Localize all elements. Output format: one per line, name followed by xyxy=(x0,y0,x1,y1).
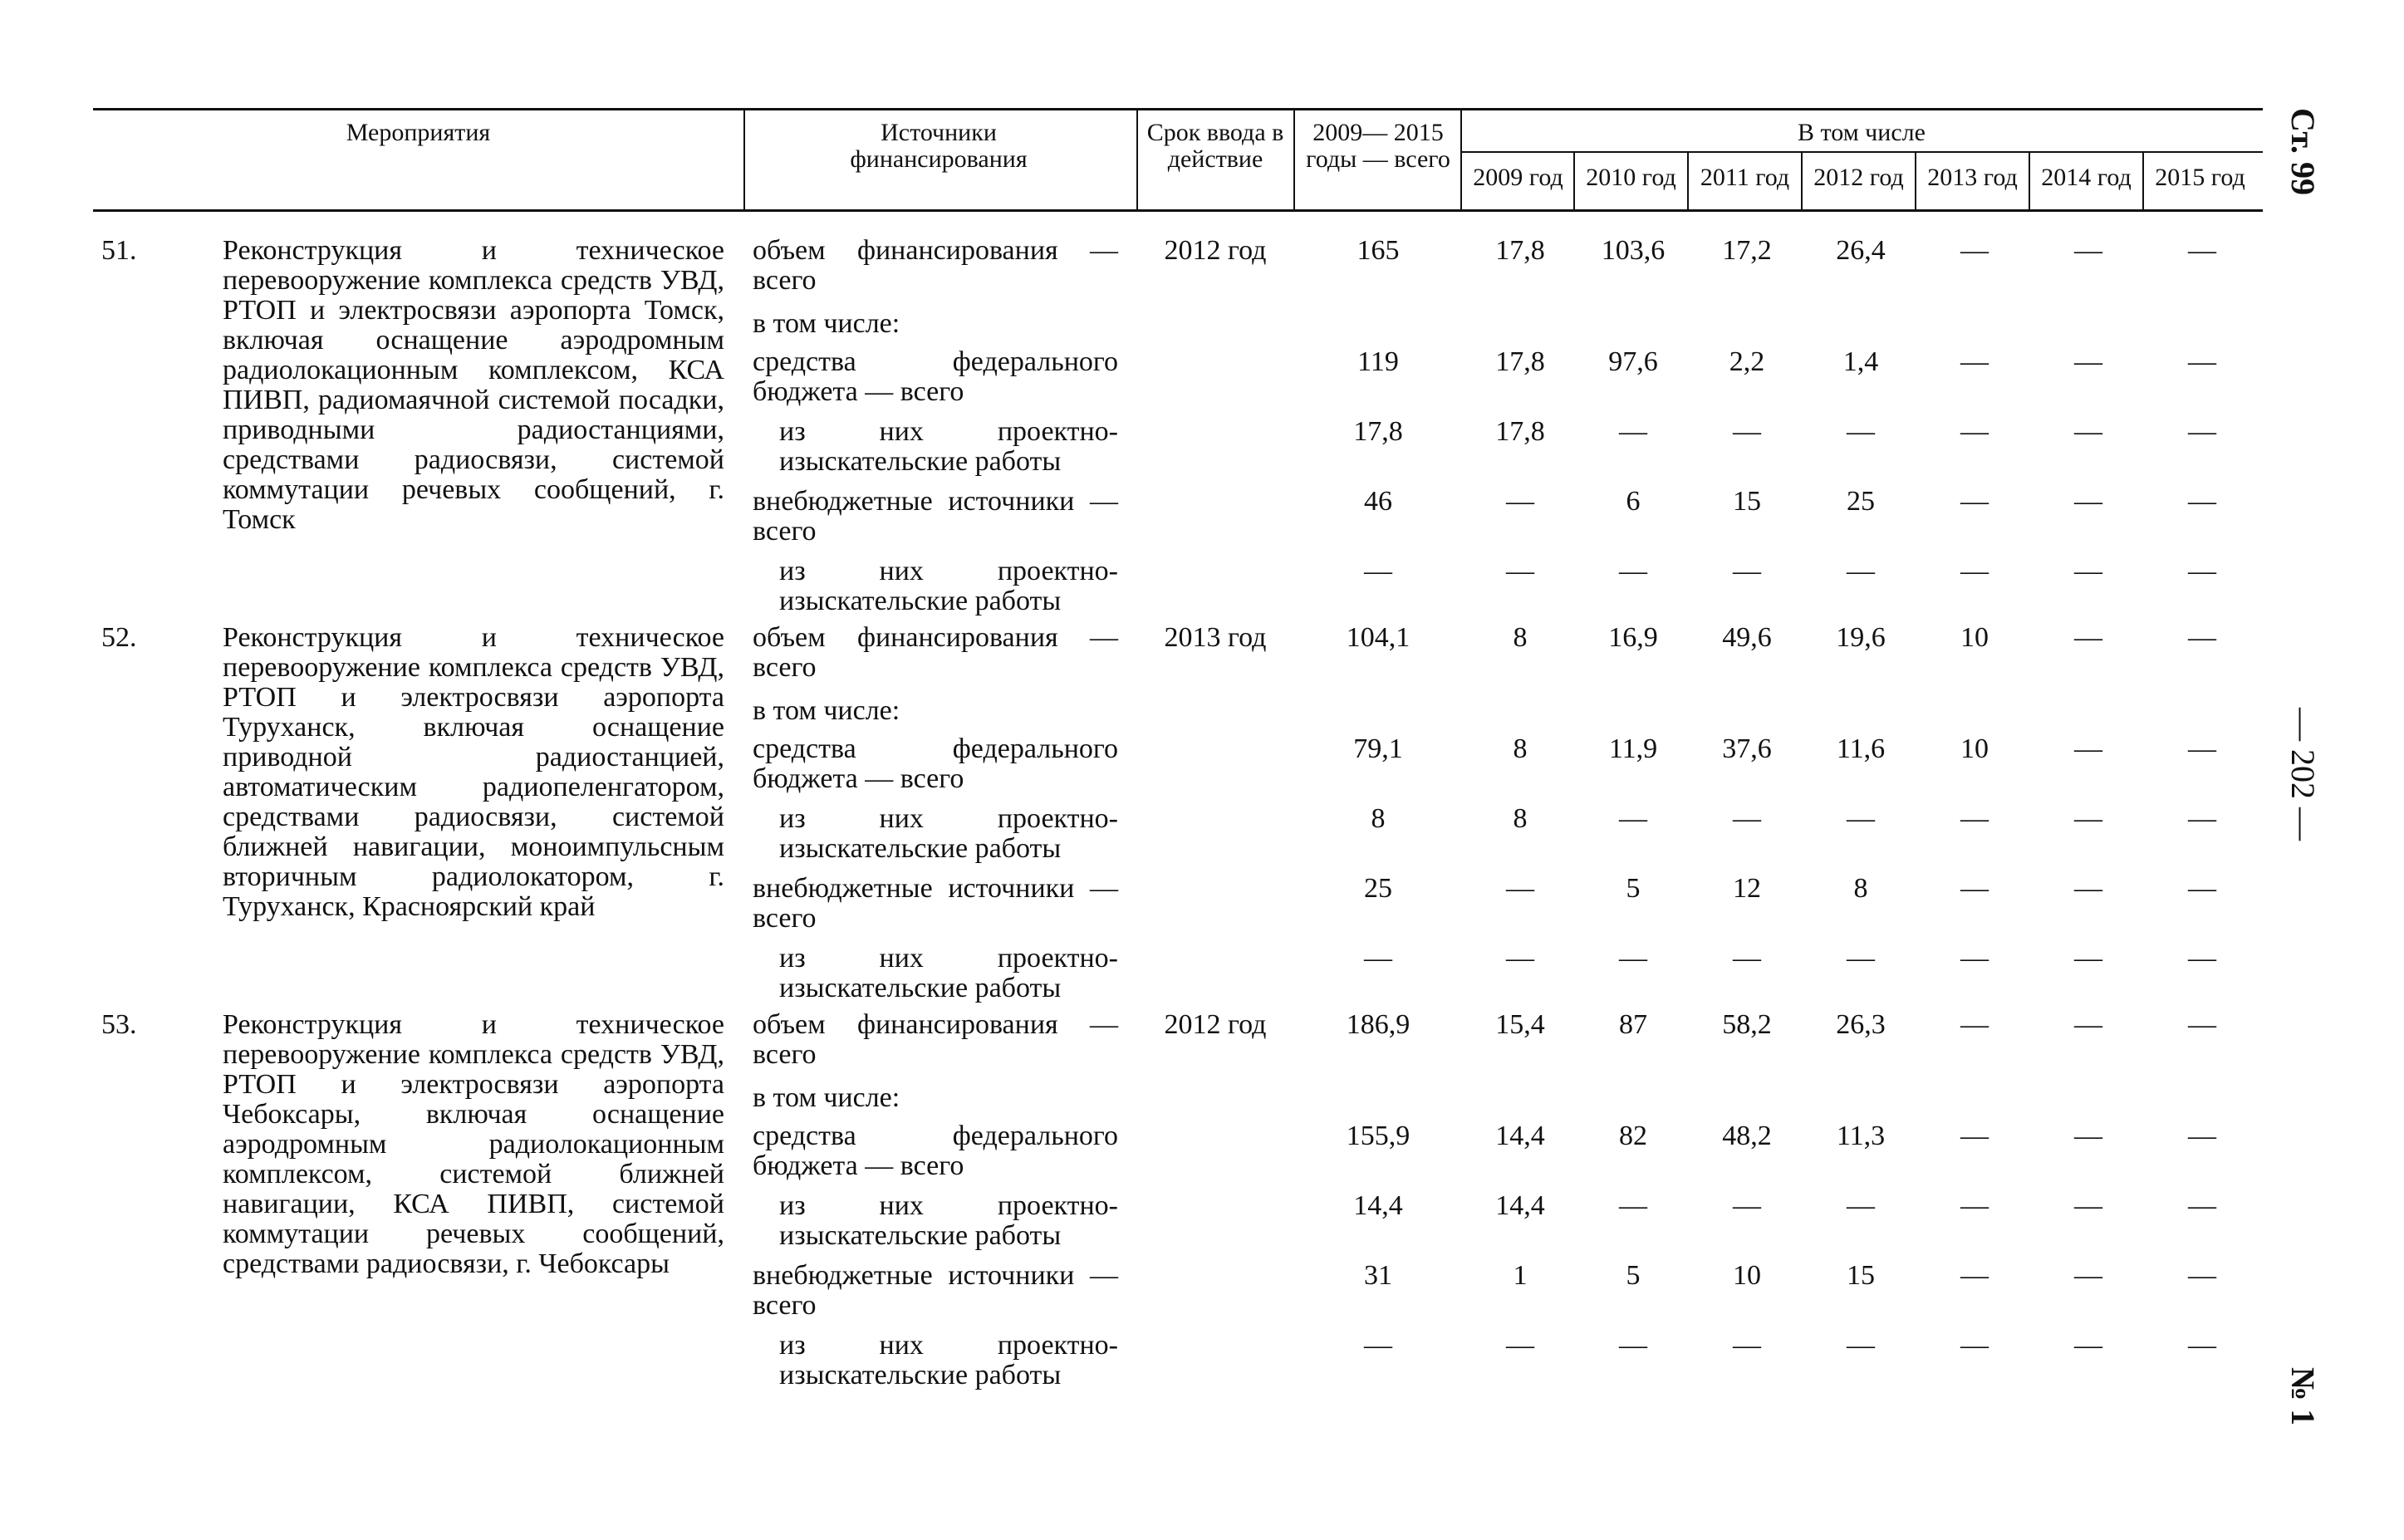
total-value: 14,4 xyxy=(1353,1190,1403,1221)
year-value: — xyxy=(1847,1330,1875,1361)
year-value: — xyxy=(2074,622,2102,653)
year-value: — xyxy=(1619,803,1647,834)
total-value: — xyxy=(1364,556,1392,586)
funding-source: в том числе: xyxy=(753,1082,900,1113)
year-value: 15,4 xyxy=(1495,1009,1545,1040)
year-value: 10 xyxy=(1960,733,1989,764)
year-value: 14,4 xyxy=(1495,1121,1545,1151)
year-value: — xyxy=(2188,1121,2216,1151)
year-value: 6 xyxy=(1626,486,1641,517)
year-value: 12 xyxy=(1733,873,1761,904)
year-value: — xyxy=(1847,803,1875,834)
funding-source: объем финансирования — всего xyxy=(753,1009,1118,1070)
header-year: 2013 год xyxy=(1927,164,2018,191)
year-value: — xyxy=(1960,1330,1989,1361)
year-value: — xyxy=(1960,486,1989,517)
year-value: — xyxy=(2074,943,2102,974)
header-year: 2011 год xyxy=(1700,164,1790,191)
total-value: 31 xyxy=(1364,1260,1392,1291)
header-year: 2014 год xyxy=(2041,164,2132,191)
year-value: — xyxy=(1506,556,1534,586)
year-value: — xyxy=(2188,622,2216,653)
funding-source: средства федерального бюджета — всего xyxy=(753,346,1118,407)
year-value: — xyxy=(2188,1190,2216,1221)
header-divider xyxy=(743,110,745,211)
year-value: 8 xyxy=(1513,733,1528,764)
year-value: — xyxy=(1960,1190,1989,1221)
year-value: 26,3 xyxy=(1836,1009,1886,1040)
year-value: — xyxy=(2074,1330,2102,1361)
row-number: 52. xyxy=(101,622,137,653)
margin-page-number: — 202 — xyxy=(2284,708,2322,841)
year-value: — xyxy=(1960,416,1989,447)
total-value: 79,1 xyxy=(1353,733,1403,764)
year-value: 11,6 xyxy=(1836,733,1886,764)
year-value: — xyxy=(1960,1260,1989,1291)
header-term: Срок ввода в действие xyxy=(1146,119,1284,173)
funding-source: в том числе: xyxy=(753,695,900,726)
header-year: 2012 год xyxy=(1813,164,1904,191)
year-value: 16,9 xyxy=(1608,622,1658,653)
year-value: — xyxy=(2074,873,2102,904)
total-value: 8 xyxy=(1371,803,1386,834)
year-value: — xyxy=(2188,416,2216,447)
commissioning-term: 2012 год xyxy=(1164,235,1267,266)
funding-source: в том числе: xyxy=(753,308,900,339)
year-value: — xyxy=(1847,943,1875,974)
year-value: 2,2 xyxy=(1729,346,1765,377)
table-top-rule xyxy=(93,108,2263,110)
year-value: 11,9 xyxy=(1608,733,1658,764)
total-value: 186,9 xyxy=(1346,1009,1411,1040)
funding-source: объем финансирования — всего xyxy=(753,235,1118,296)
year-value: — xyxy=(1960,943,1989,974)
year-value: — xyxy=(1619,1190,1647,1221)
total-value: 104,1 xyxy=(1346,622,1411,653)
year-value: — xyxy=(2074,803,2102,834)
year-value: — xyxy=(2074,1121,2102,1151)
year-value: — xyxy=(2188,803,2216,834)
year-value: — xyxy=(1619,1330,1647,1361)
year-value: 58,2 xyxy=(1722,1009,1772,1040)
header-total: 2009— 2015 годы — всего xyxy=(1306,119,1450,173)
year-value: — xyxy=(1960,803,1989,834)
year-value: — xyxy=(2074,1009,2102,1040)
year-value: — xyxy=(2074,1190,2102,1221)
year-value: — xyxy=(2074,416,2102,447)
commissioning-term: 2013 год xyxy=(1164,622,1267,653)
year-value: — xyxy=(1733,943,1761,974)
year-value: 5 xyxy=(1626,873,1641,904)
year-value: — xyxy=(1960,235,1989,266)
row-number: 53. xyxy=(101,1009,137,1040)
year-value: 14,4 xyxy=(1495,1190,1545,1221)
year-value: — xyxy=(1847,416,1875,447)
measure-description: Реконструкция и техническое перевооружение комплекса средств УВД, РТОП и электросвязи аэропорта Чебоксары, включая оснащение аэродромным радиолокационным комплексом, системой ближней навигации, КСА ПИВП, системой коммутации речевых сообщений, средствами радиосвязи, г. Чебоксары xyxy=(223,1009,724,1279)
total-value: — xyxy=(1364,943,1392,974)
year-value: — xyxy=(1847,556,1875,586)
funding-source: средства федерального бюджета — всего xyxy=(753,733,1118,794)
funding-source: из них проектно-изыскательские работы xyxy=(779,803,1118,864)
year-value: 19,6 xyxy=(1836,622,1886,653)
year-value: — xyxy=(1960,1121,1989,1151)
year-value: — xyxy=(2074,556,2102,586)
total-value: — xyxy=(1364,1330,1392,1361)
year-value: — xyxy=(1733,803,1761,834)
year-value: — xyxy=(2188,556,2216,586)
year-value: — xyxy=(2188,733,2216,764)
funding-source: из них проектно-изыскательские работы xyxy=(779,556,1118,616)
funding-source: внебюджетные источники — всего xyxy=(753,1260,1118,1321)
header-year: 2009 год xyxy=(1473,164,1563,191)
year-value: — xyxy=(1733,416,1761,447)
measure-description: Реконструкция и техническое перевооружение комплекса средств УВД, РТОП и электросвязи аэропорта Туруханск, включая оснащение приводной радиостанцией, автоматическим радиопеленгатором, средствами радиосвязи, системой ближней навигации, моноимпульсным вторичным радиолокатором, г. Туруханск, Красноярский край xyxy=(223,622,724,922)
year-value: — xyxy=(1506,486,1534,517)
measure-description: Реконструкция и техническое перевооружение комплекса средств УВД, РТОП и электросвязи аэропорта Томск, включая оснащение аэродромным радиолокационным комплексом, КСА ПИВП, радиомаячной системой посадки, приводными радиостанциями, средствами радиосвязи, системой коммутации речевых сообщений, г. Томск xyxy=(223,235,724,535)
year-value: — xyxy=(1506,1330,1534,1361)
year-value: — xyxy=(2188,1009,2216,1040)
year-value: 17,2 xyxy=(1722,235,1772,266)
year-value: 8 xyxy=(1853,873,1868,904)
header-sources: Источники финансирования xyxy=(850,119,1028,173)
year-value: 97,6 xyxy=(1608,346,1658,377)
year-value: 5 xyxy=(1626,1260,1641,1291)
year-value: 26,4 xyxy=(1836,235,1886,266)
year-value: — xyxy=(2074,733,2102,764)
year-value: 15 xyxy=(1847,1260,1875,1291)
funding-source: из них проектно-изыскательские работы xyxy=(779,1330,1118,1390)
margin-page-ref: Ст. 99 xyxy=(2284,108,2322,195)
header-year: 2015 год xyxy=(2155,164,2245,191)
commissioning-term: 2012 год xyxy=(1164,1009,1267,1040)
year-value: 17,8 xyxy=(1495,235,1545,266)
year-value: — xyxy=(1506,943,1534,974)
year-value: — xyxy=(1506,873,1534,904)
year-value: — xyxy=(2074,486,2102,517)
year-value: 49,6 xyxy=(1722,622,1772,653)
year-value: — xyxy=(1619,556,1647,586)
year-value: — xyxy=(1960,1009,1989,1040)
year-value: 87 xyxy=(1619,1009,1647,1040)
year-value: 17,8 xyxy=(1495,346,1545,377)
year-value: — xyxy=(2188,873,2216,904)
total-value: 17,8 xyxy=(1353,416,1403,447)
year-value: 10 xyxy=(1960,622,1989,653)
year-value: 8 xyxy=(1513,622,1528,653)
header-year: 2010 год xyxy=(1586,164,1676,191)
year-value: 17,8 xyxy=(1495,416,1545,447)
year-value: 82 xyxy=(1619,1121,1647,1151)
header-including: В том числе xyxy=(1798,119,1926,146)
year-value: — xyxy=(2188,486,2216,517)
funding-source: объем финансирования — всего xyxy=(753,622,1118,683)
year-value: — xyxy=(2188,235,2216,266)
header-measures: Мероприятия xyxy=(346,119,491,146)
year-value: — xyxy=(2188,1330,2216,1361)
year-value: 8 xyxy=(1513,803,1528,834)
row-number: 51. xyxy=(101,235,137,266)
funding-source: из них проектно-изыскательские работы xyxy=(779,416,1118,477)
year-value: 10 xyxy=(1733,1260,1761,1291)
year-value: — xyxy=(1619,943,1647,974)
funding-source: средства федерального бюджета — всего xyxy=(753,1121,1118,1181)
year-value: 15 xyxy=(1733,486,1761,517)
year-value: 25 xyxy=(1847,486,1875,517)
total-value: 25 xyxy=(1364,873,1392,904)
year-value: — xyxy=(1960,346,1989,377)
margin-issue-number: № 1 xyxy=(2284,1367,2322,1426)
year-value: — xyxy=(2074,235,2102,266)
year-value: — xyxy=(1733,556,1761,586)
funding-source: из них проектно-изыскательские работы xyxy=(779,943,1118,1003)
total-value: 46 xyxy=(1364,486,1392,517)
year-value: 48,2 xyxy=(1722,1121,1772,1151)
year-value: — xyxy=(1960,556,1989,586)
total-value: 165 xyxy=(1357,235,1400,266)
header-divider xyxy=(1293,110,1295,211)
year-value: — xyxy=(1847,1190,1875,1221)
funding-source: внебюджетные источники — всего xyxy=(753,486,1118,547)
year-value: — xyxy=(2188,943,2216,974)
year-value: — xyxy=(1733,1190,1761,1221)
year-value: 1 xyxy=(1513,1260,1528,1291)
year-value: 11,3 xyxy=(1836,1121,1886,1151)
year-value: 37,6 xyxy=(1722,733,1772,764)
total-value: 155,9 xyxy=(1346,1121,1411,1151)
year-value: 103,6 xyxy=(1601,235,1666,266)
funding-source: внебюджетные источники — всего xyxy=(753,873,1118,934)
year-value: — xyxy=(1960,873,1989,904)
year-value: — xyxy=(1619,416,1647,447)
year-value: — xyxy=(1733,1330,1761,1361)
year-value: — xyxy=(2074,1260,2102,1291)
funding-source: из них проектно-изыскательские работы xyxy=(779,1190,1118,1251)
year-value: — xyxy=(2188,346,2216,377)
year-value: 1,4 xyxy=(1842,346,1879,377)
total-value: 119 xyxy=(1357,346,1399,377)
year-value: — xyxy=(2188,1260,2216,1291)
header-divider xyxy=(1136,110,1138,211)
table-header-bottom-rule xyxy=(93,209,2263,212)
year-value: — xyxy=(2074,346,2102,377)
